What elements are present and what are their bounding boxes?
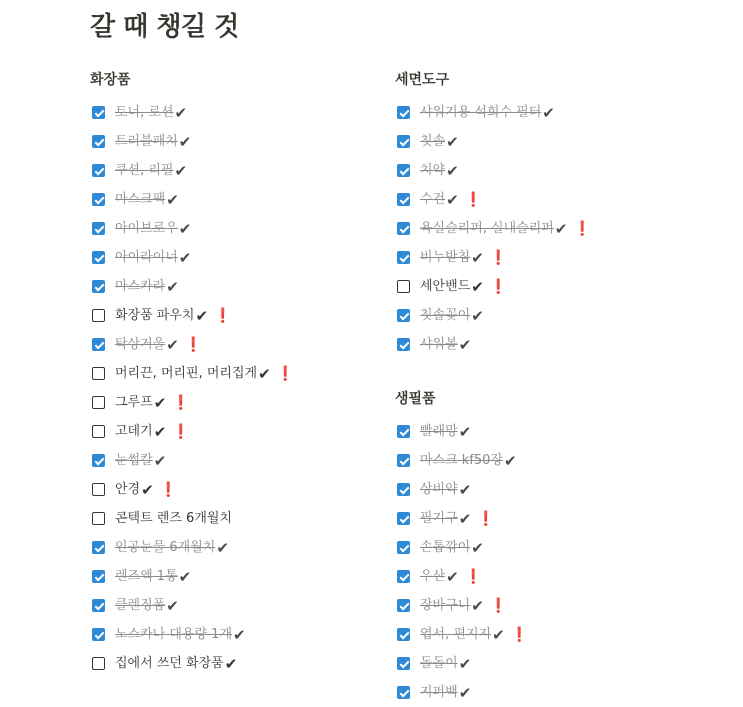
todo-item[interactable] <box>90 417 294 446</box>
heavy-check-mark-icon: ✔ <box>554 219 568 238</box>
todo-text: 눈썹칼 <box>115 452 153 468</box>
heavy-check-mark-icon: ✔ <box>178 567 192 586</box>
checkbox[interactable] <box>397 657 410 670</box>
todo-item[interactable] <box>395 649 528 678</box>
todo-text: 아이라이너 <box>115 249 178 265</box>
checkbox[interactable] <box>92 222 105 235</box>
todo-item[interactable] <box>90 301 294 330</box>
todo-item[interactable] <box>395 214 591 243</box>
heavy-check-mark-icon: ✔ <box>166 335 179 354</box>
exclamation-mark-icon: ❗ <box>477 510 495 527</box>
checkbox[interactable] <box>397 425 410 438</box>
todo-text: 토너, 로션 <box>115 104 174 120</box>
todo-text: 지퍼백 <box>420 684 458 700</box>
todo-list <box>395 98 591 359</box>
heavy-check-mark-icon: ✔ <box>178 219 192 238</box>
todo-item[interactable] <box>395 156 591 185</box>
todo-text: 그루프 <box>115 394 153 410</box>
todo-text: 트러블패치 <box>115 133 178 149</box>
todo-text: 세안밴드 <box>420 278 471 294</box>
heavy-check-mark-icon: ✔ <box>458 335 472 354</box>
todo-item[interactable] <box>395 417 528 446</box>
todo-text: 클렌징폼 <box>115 597 166 613</box>
todo-item[interactable] <box>395 98 591 127</box>
exclamation-mark-icon: ❗ <box>464 191 483 208</box>
heavy-check-mark-icon: ✔ <box>458 654 472 673</box>
checkbox[interactable] <box>92 425 105 438</box>
todo-item[interactable] <box>90 533 294 562</box>
checkbox[interactable] <box>92 512 105 525</box>
todo-text: 수건 <box>420 191 446 207</box>
checkbox[interactable] <box>397 309 410 322</box>
todo-item[interactable] <box>90 446 294 475</box>
todo-item[interactable] <box>90 330 294 359</box>
todo-item[interactable] <box>90 272 294 301</box>
todo-text: 상비약 <box>420 481 458 497</box>
todo-item[interactable] <box>90 591 294 620</box>
exclamation-mark-icon: ❗ <box>184 336 203 353</box>
todo-item[interactable] <box>90 98 294 127</box>
todo-text: 샤워볼 <box>420 336 458 352</box>
heavy-check-mark-icon: ✔ <box>166 190 179 209</box>
todo-item[interactable] <box>395 533 528 562</box>
todo-text: 손톱깎이 <box>420 539 471 555</box>
todo-item[interactable] <box>395 127 591 156</box>
checkbox[interactable] <box>92 309 105 322</box>
section-heading: 생필품 <box>395 391 436 407</box>
todo-text: 빨래망 <box>420 423 458 439</box>
todo-text: 인공눈물 6개월치 <box>115 539 216 555</box>
section-toiletries <box>395 70 591 359</box>
heavy-check-mark-icon: ✔ <box>153 422 167 441</box>
section-heading: 세면도구 <box>395 72 450 88</box>
todo-item[interactable] <box>395 591 528 620</box>
checkbox[interactable] <box>92 657 105 670</box>
todo-text: 머리끈, 머리핀, 머리집게 <box>115 365 258 381</box>
checkbox[interactable] <box>397 193 410 206</box>
todo-text: 렌즈액 1통 <box>115 568 178 584</box>
checkbox[interactable] <box>92 628 105 641</box>
todo-list <box>90 98 294 678</box>
checkbox[interactable] <box>397 686 410 699</box>
todo-item[interactable] <box>90 127 294 156</box>
todo-item[interactable] <box>90 620 294 649</box>
heavy-check-mark-icon: ✔ <box>458 509 472 528</box>
todo-text: 아이브로우 <box>115 220 178 236</box>
todo-text: 고데기 <box>115 423 153 439</box>
exclamation-mark-icon: ❗ <box>489 249 508 266</box>
todo-item[interactable] <box>90 388 294 417</box>
todo-text: 쿠션, 리필 <box>115 162 174 178</box>
todo-item[interactable] <box>395 678 528 707</box>
heavy-check-mark-icon: ✔ <box>178 132 192 151</box>
checkbox[interactable] <box>397 222 410 235</box>
todo-text: 장바구니 <box>420 597 471 613</box>
todo-text: 필기구 <box>420 510 458 526</box>
todo-text: 샤워기용 석회수 필터 <box>420 104 542 120</box>
todo-text: 콘텍트 렌즈 6개월치 <box>115 510 232 526</box>
todo-item[interactable] <box>395 272 591 301</box>
checkbox[interactable] <box>397 454 410 467</box>
todo-text: 노스카나 대용량 1개 <box>115 626 232 642</box>
todo-item[interactable] <box>395 243 591 272</box>
checkbox[interactable] <box>397 135 410 148</box>
todo-text: 마스카라 <box>115 278 166 294</box>
todo-item[interactable] <box>395 301 591 330</box>
page-title: 갈 때 챙길 것 <box>90 12 239 42</box>
todo-item[interactable] <box>395 475 528 504</box>
heavy-check-mark-icon: ✔ <box>216 538 229 557</box>
todo-item[interactable] <box>90 359 294 388</box>
checkbox[interactable] <box>92 164 105 177</box>
heavy-check-mark-icon: ✔ <box>471 596 484 615</box>
todo-item[interactable] <box>395 562 528 591</box>
checkbox[interactable] <box>92 454 105 467</box>
todo-item[interactable] <box>90 156 294 185</box>
checkbox[interactable] <box>92 570 105 583</box>
checkbox[interactable] <box>92 193 105 206</box>
exclamation-mark-icon: ❗ <box>489 597 508 614</box>
heavy-check-mark-icon: ✔ <box>174 103 188 122</box>
heavy-check-mark-icon: ✔ <box>153 393 167 412</box>
checkbox[interactable] <box>92 106 105 119</box>
checkbox[interactable] <box>397 599 410 612</box>
checkbox[interactable] <box>397 541 410 554</box>
heavy-check-mark-icon: ✔ <box>458 422 472 441</box>
todo-text: 치약 <box>420 162 446 178</box>
todo-text: 비누받침 <box>420 249 471 265</box>
todo-item[interactable] <box>395 504 528 533</box>
checkbox[interactable] <box>397 512 410 525</box>
exclamation-mark-icon: ❗ <box>489 278 508 295</box>
heavy-check-mark-icon: ✔ <box>471 277 484 296</box>
heavy-check-mark-icon: ✔ <box>471 306 484 325</box>
heavy-check-mark-icon: ✔ <box>504 451 517 470</box>
exclamation-mark-icon: ❗ <box>573 220 591 237</box>
heavy-check-mark-icon: ✔ <box>471 538 484 557</box>
todo-item[interactable] <box>90 243 294 272</box>
checkbox[interactable] <box>397 106 410 119</box>
todo-text: 우산 <box>420 568 446 584</box>
todo-text: 마스크 kf50장 <box>420 452 504 468</box>
exclamation-mark-icon: ❗ <box>172 394 190 411</box>
todo-item[interactable] <box>395 330 591 359</box>
heavy-check-mark-icon: ✔ <box>153 451 167 470</box>
heavy-check-mark-icon: ✔ <box>174 161 188 180</box>
todo-item[interactable] <box>395 185 591 214</box>
checkbox[interactable] <box>92 483 105 496</box>
checkbox[interactable] <box>397 628 410 641</box>
todo-item[interactable] <box>90 562 294 591</box>
exclamation-mark-icon: ❗ <box>510 626 529 643</box>
todo-item[interactable] <box>90 214 294 243</box>
heavy-check-mark-icon: ✔ <box>446 161 459 180</box>
checkbox[interactable] <box>92 280 105 293</box>
todo-text: 탁상거울 <box>115 336 166 352</box>
checkbox[interactable] <box>397 164 410 177</box>
heavy-check-mark-icon: ✔ <box>141 480 154 499</box>
todo-item[interactable] <box>90 475 294 504</box>
todo-text: 돌돌이 <box>420 655 458 671</box>
exclamation-mark-icon: ❗ <box>172 423 190 440</box>
checkbox[interactable] <box>397 570 410 583</box>
checkbox[interactable] <box>397 338 410 351</box>
section-heading: 화장품 <box>90 72 131 88</box>
heavy-check-mark-icon: ✔ <box>166 596 179 615</box>
heavy-check-mark-icon: ✔ <box>458 683 472 702</box>
todo-item[interactable] <box>90 504 294 533</box>
todo-text: 칫솔꽂이 <box>420 307 471 323</box>
exclamation-mark-icon: ❗ <box>464 568 483 585</box>
heavy-check-mark-icon: ✔ <box>542 103 555 122</box>
todo-text: 칫솔 <box>420 133 446 149</box>
heavy-check-mark-icon: ✔ <box>446 190 459 209</box>
checkbox[interactable] <box>397 280 410 293</box>
todo-item[interactable] <box>395 446 528 475</box>
todo-item[interactable] <box>90 649 294 678</box>
heavy-check-mark-icon: ✔ <box>166 277 179 296</box>
todo-text: 화장품 파우치 <box>115 307 195 323</box>
checkbox[interactable] <box>92 599 105 612</box>
checkbox[interactable] <box>397 483 410 496</box>
section-cosmetics <box>90 70 294 678</box>
checkbox[interactable] <box>92 367 105 380</box>
todo-item[interactable] <box>395 620 528 649</box>
checkbox[interactable] <box>92 396 105 409</box>
todo-text: 안경 <box>115 481 141 497</box>
heavy-check-mark-icon: ✔ <box>224 654 238 673</box>
todo-text: 엽서, 편지지 <box>420 626 492 642</box>
heavy-check-mark-icon: ✔ <box>446 132 459 151</box>
heavy-check-mark-icon: ✔ <box>258 364 271 383</box>
heavy-check-mark-icon: ✔ <box>233 625 246 644</box>
heavy-check-mark-icon: ✔ <box>492 625 505 644</box>
exclamation-mark-icon: ❗ <box>276 365 295 382</box>
checkbox[interactable] <box>92 135 105 148</box>
todo-text: 욕실슬리퍼, 실내슬리퍼 <box>420 220 554 236</box>
heavy-check-mark-icon: ✔ <box>458 480 472 499</box>
section-essentials <box>395 389 528 707</box>
todo-list <box>395 417 528 707</box>
heavy-check-mark-icon: ✔ <box>178 248 192 267</box>
todo-text: 집에서 쓰던 화장품 <box>115 655 224 671</box>
heavy-check-mark-icon: ✔ <box>471 248 484 267</box>
checkbox[interactable] <box>92 541 105 554</box>
checkbox[interactable] <box>397 251 410 264</box>
exclamation-mark-icon: ❗ <box>214 307 232 324</box>
heavy-check-mark-icon: ✔ <box>195 306 209 325</box>
todo-text: 마스크팩 <box>115 191 166 207</box>
heavy-check-mark-icon: ✔ <box>446 567 459 586</box>
checkbox[interactable] <box>92 338 105 351</box>
exclamation-mark-icon: ❗ <box>159 481 178 498</box>
todo-item[interactable] <box>90 185 294 214</box>
checkbox[interactable] <box>92 251 105 264</box>
